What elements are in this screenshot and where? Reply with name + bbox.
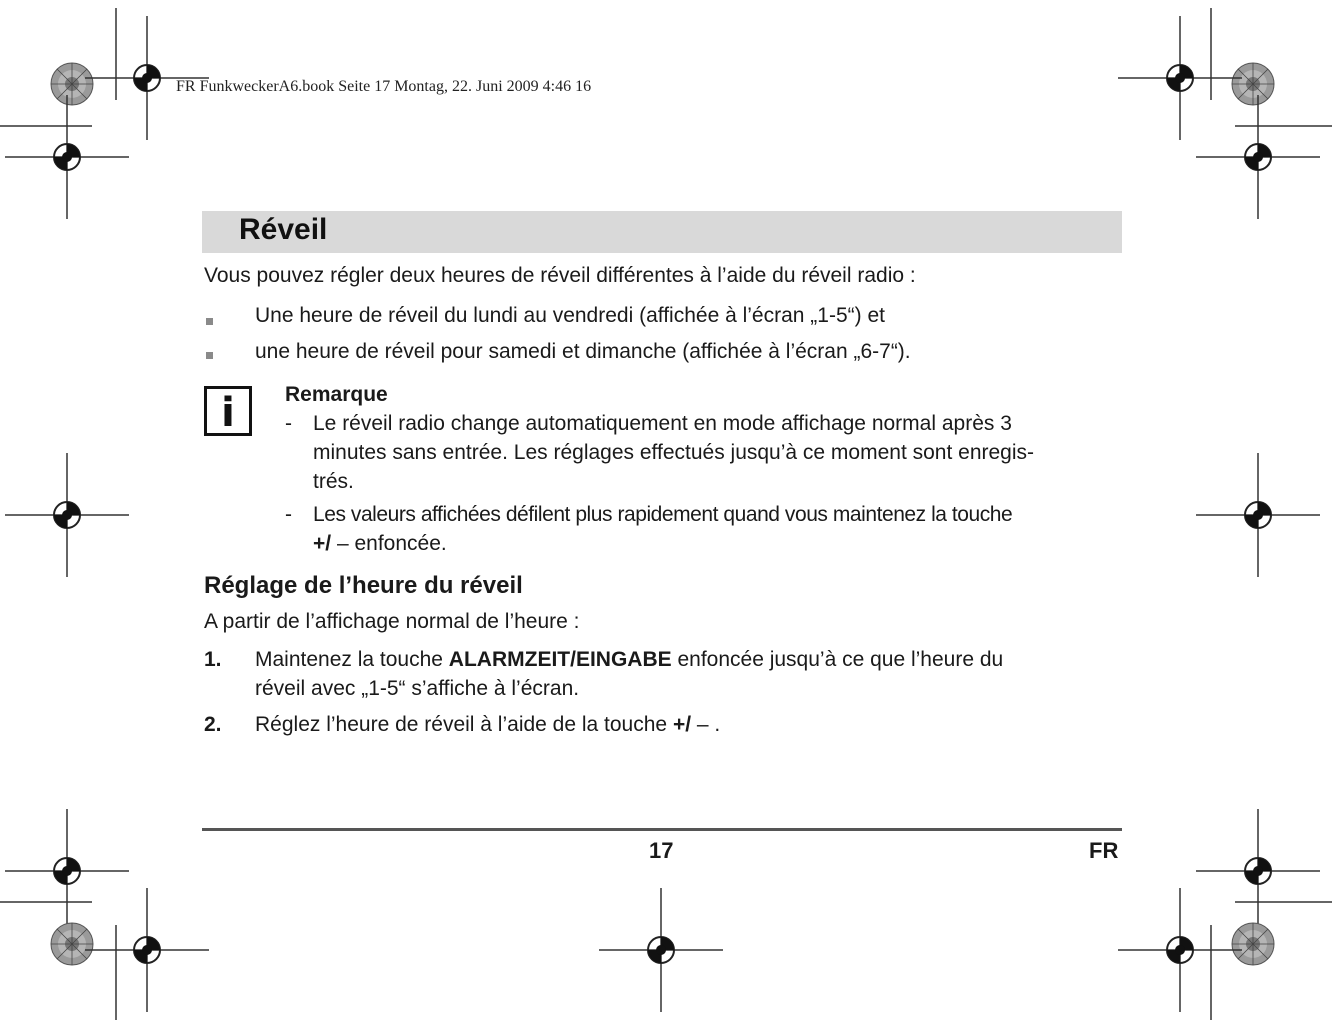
note-dash: - — [285, 412, 292, 435]
registration-mark — [85, 888, 209, 1012]
step-text — [255, 713, 720, 737]
bullet-marker — [206, 352, 213, 359]
color-target-bottom-left — [51, 923, 93, 965]
step-text-part: enfoncée jusqu’à ce que l’heure du — [671, 648, 1004, 671]
note-item-line — [313, 532, 447, 556]
color-target-bottom-right — [1232, 923, 1274, 965]
info-glyph: i — [221, 390, 235, 436]
note-item-line: Le réveil radio change automatiquement en mode affichage normal après 3 — [313, 412, 1012, 435]
registration-mark — [1118, 888, 1242, 1012]
bullet-marker — [206, 318, 213, 325]
step-text-part: Réglez l’heure de réveil à l’aide de la touche — [255, 713, 673, 736]
registration-mark — [1196, 453, 1320, 577]
intro-paragraph: Vous pouvez régler deux heures de réveil différentes à l’aide du réveil radio : — [204, 264, 916, 287]
step-number: 1. — [204, 648, 222, 671]
note-dash: - — [285, 503, 292, 526]
key-alarmzeit: ALARMZEIT/EINGABE — [448, 648, 672, 671]
note-title: Remarque — [285, 383, 388, 406]
color-target-top-left — [51, 63, 93, 105]
info-icon — [204, 386, 252, 436]
registration-mark — [599, 888, 723, 1012]
step-text-line2: réveil avec „1-5“ s’affiche à l’écran. — [255, 677, 580, 700]
subsection-title: Réglage de l’heure du réveil — [204, 572, 523, 599]
note-item-line: Les valeurs affichées défilent plus rapidement quand vous maintenez la touche — [313, 503, 1013, 526]
registration-mark — [1196, 95, 1320, 219]
note-item-line: trés. — [313, 470, 354, 493]
color-target-top-right — [1232, 63, 1274, 105]
subsection-lead: A partir de l’affichage normal de l’heure : — [204, 610, 580, 633]
registration-mark — [1196, 809, 1320, 933]
key-plus-minus: +/ — [313, 532, 332, 555]
registration-mark — [5, 95, 129, 219]
page-number: 17 — [649, 838, 674, 863]
footer-rule — [202, 828, 1122, 831]
language-code: FR — [1089, 838, 1119, 863]
step-text — [255, 648, 1003, 672]
step-text-part: – . — [691, 713, 721, 736]
step-number: 2. — [204, 713, 222, 736]
registration-mark — [5, 809, 129, 933]
page-title: Réveil — [239, 213, 328, 246]
step-text-part: Maintenez la touche — [255, 648, 449, 671]
bullet-item: Une heure de réveil du lundi au vendredi (affichée à l’écran „1-5“) et — [255, 304, 885, 327]
key-plus-minus: +/ — [672, 713, 692, 736]
note-item-text: – enfoncée. — [331, 532, 447, 555]
note-item-line: minutes sans entrée. Les réglages effectués jusqu’à ce moment sont enregis- — [313, 441, 1035, 464]
section-heading-bar — [202, 211, 1122, 253]
registration-mark — [5, 453, 129, 577]
bullet-item: une heure de réveil pour samedi et dimanche (affichée à l’écran „6-7“). — [255, 340, 911, 363]
registration-mark — [1118, 16, 1242, 140]
print-info-line: FR FunkweckerA6.book Seite 17 Montag, 22. Juni 2009 4:46 16 — [176, 78, 592, 95]
